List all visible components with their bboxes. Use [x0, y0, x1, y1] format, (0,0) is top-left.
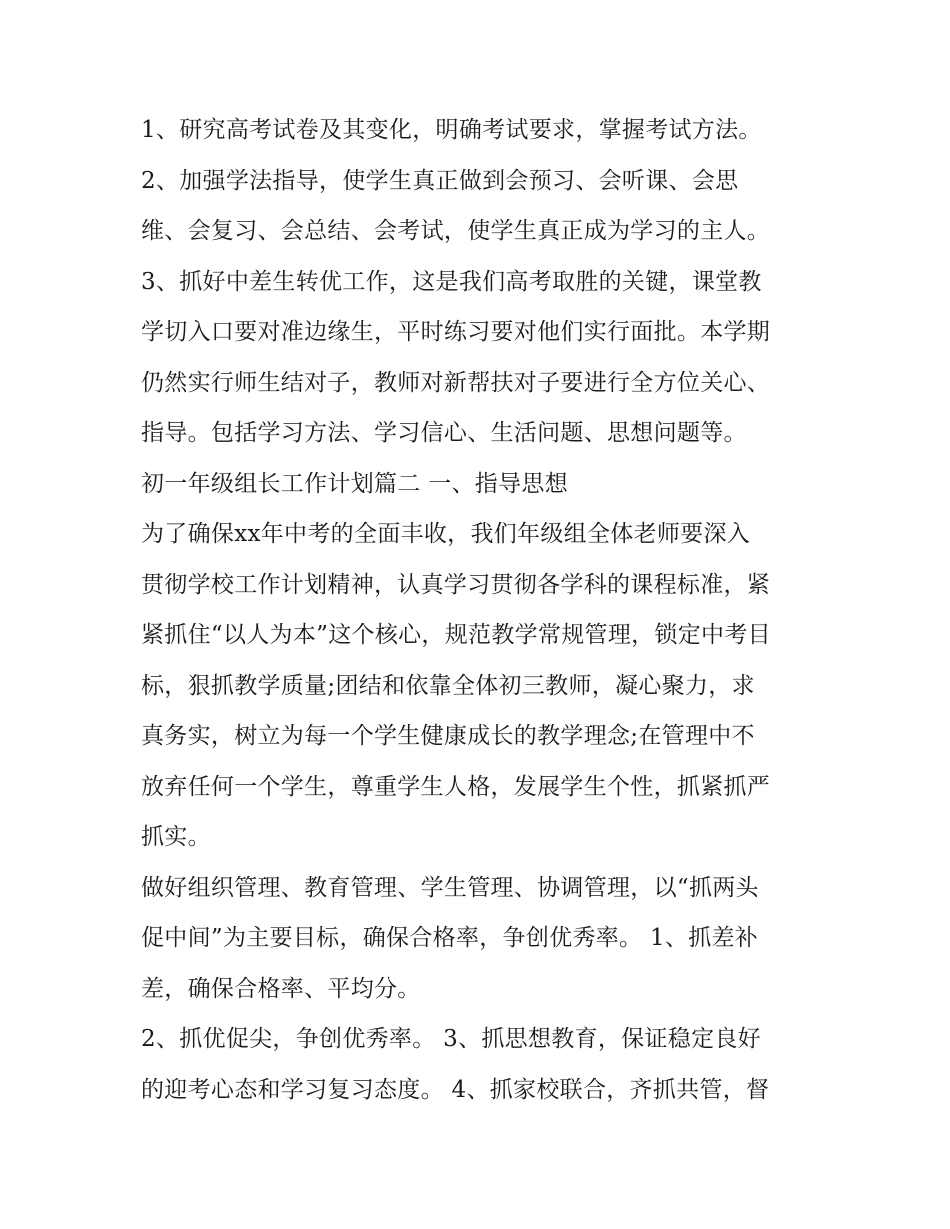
text-line: 真务实，树立为每一个学生健康成长的教学理念;在管理中不: [141, 723, 755, 749]
text-line: 3、抓好中差生转优工作，这是我们高考取胜的关键，课堂教: [141, 269, 762, 295]
text-line: 贯彻学校工作计划精神，认真学习贯彻各学科的课程标准，紧: [141, 572, 771, 598]
text-line: 标，狠抓教学质量;团结和依靠全体初三教师，凝心聚力，求: [141, 673, 755, 699]
text-line: 紧抓住“以人为本”这个核心，规范教学常规管理，锁定中考目: [141, 622, 771, 648]
text-line: 放弃任何一个学生，尊重学生人格，发展学生个性，抓紧抓严: [141, 774, 771, 800]
text-line: 差，确保合格率、平均分。: [141, 976, 421, 1002]
text-line: 的迎考心态和学习复习态度。 4、抓家校联合，齐抓共管，督: [141, 1077, 770, 1103]
text-line: 抓实。: [141, 824, 211, 850]
text-line: 促中间”为主要目标，确保合格率，争创优秀率。 1、抓差补: [141, 925, 759, 951]
text-line: 1、研究高考试卷及其变化，明确考试要求，掌握考试方法。: [141, 117, 762, 143]
text-line: 2、加强学法指导，使学生真正做到会预习、会听课、会思: [141, 168, 739, 194]
text-line: 维、会复习、会总结、会考试，使学生真正成为学习的主人。: [141, 218, 771, 244]
section-heading: 初一年级组长工作计划篇二 一、指导思想: [141, 471, 569, 497]
text-line: 2、抓优促尖，争创优秀率。 3、抓思想教育，保证稳定良好: [141, 1026, 761, 1052]
text-line: 为了确保xx年中考的全面丰收，我们年级组全体老师要深入: [141, 521, 751, 547]
text-line: 指导。包括学习方法、学习信心、生活问题、思想问题等。: [141, 420, 747, 446]
text-line: 学切入口要对准边缘生，平时练习要对他们实行面批。本学期: [141, 319, 771, 345]
text-line: 做好组织管理、教育管理、学生管理、协调管理，以“抓两头: [141, 875, 759, 901]
text-line: 仍然实行师生结对子，教师对新帮扶对子要进行全方位关心、: [141, 370, 771, 396]
